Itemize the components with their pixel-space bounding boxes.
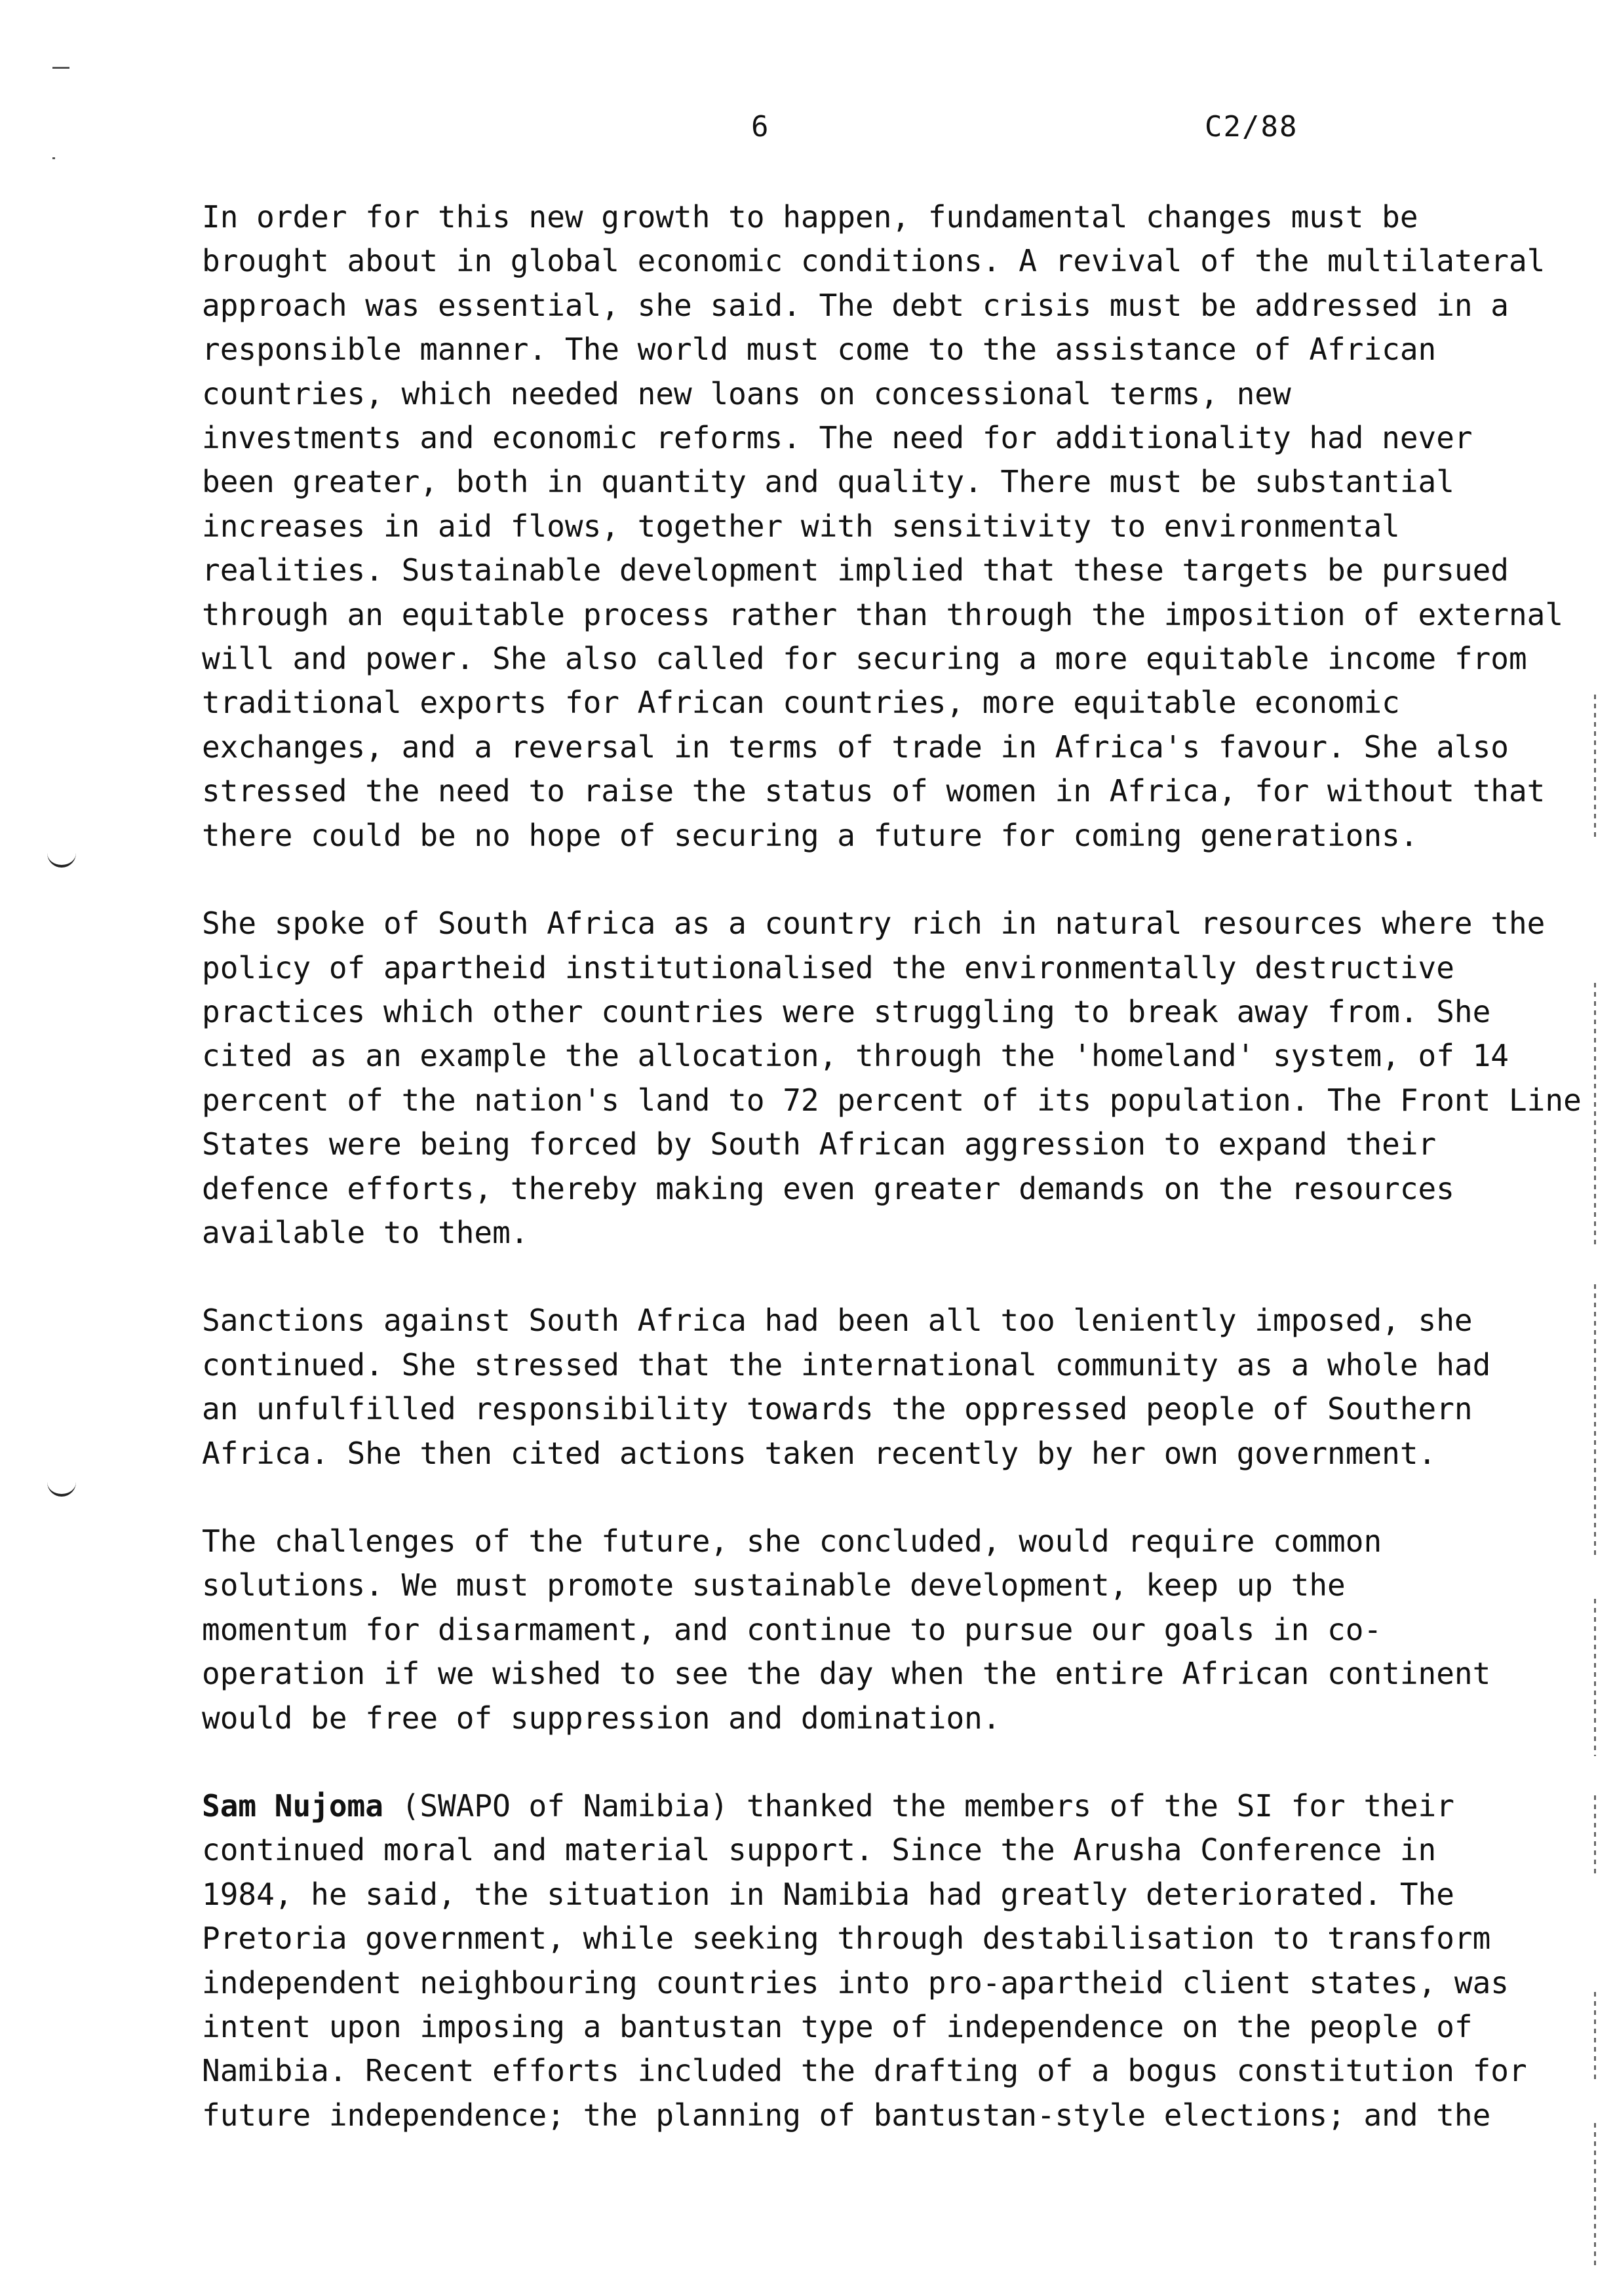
paragraph-line: policy of apartheid institutionalised the environmentally destructive	[202, 949, 1454, 985]
paragraph-line: realities. Sustainable development implied that these targets be pursued	[202, 552, 1509, 588]
margin-dots	[1594, 695, 1596, 839]
page-number: 6	[751, 110, 769, 144]
paragraph-line: an unfulfilled responsibility towards the oppressed people of Southern	[202, 1391, 1473, 1427]
paragraph-line: through an equitable process rather than through the imposition of external	[202, 596, 1564, 632]
paragraph	[202, 1299, 1491, 1476]
paragraph-line: approach was essential, she said. The debt crisis must be addressed in a	[202, 287, 1509, 323]
paragraph-line: would be free of suppression and domination.	[202, 1700, 1001, 1736]
paragraph-line: cited as an example the allocation, through the 'homeland' system, of 14	[202, 1038, 1509, 1074]
paragraph-line: practices which other countries were struggling to break away from. She	[202, 993, 1491, 1029]
scan-mark	[52, 67, 69, 69]
paragraph-line: investments and economic reforms. The need for additionality had never	[202, 420, 1473, 456]
paragraph-line: 1984, he said, the situation in Namibia had greatly deteriorated. The	[202, 1876, 1454, 1912]
paragraph-line: The challenges of the future, she concluded, would require common	[202, 1523, 1382, 1559]
line-text: (SWAPO of Namibia) thanked the members of the SI for their	[383, 1788, 1454, 1824]
paragraph-line: there could be no hope of securing a future for coming generations.	[202, 817, 1418, 853]
paragraph-line: percent of the nation's land to 72 percent of its population. The Front Line	[202, 1082, 1582, 1118]
margin-dots	[1594, 1992, 1596, 2084]
paragraph-line: Sanctions against South Africa had been all too leniently imposed, she	[202, 1303, 1473, 1339]
paragraph-line: brought about in global economic conditions. A revival of the multilateral	[202, 243, 1546, 279]
paragraph-line: momentum for disarmament, and continue to pursue our goals in co-	[202, 1611, 1382, 1647]
paragraph-line: stressed the need to raise the status of women in Africa, for without that	[202, 773, 1546, 809]
paragraph-line: continued moral and material support. Since the Arusha Conference in	[202, 1832, 1437, 1868]
paragraph-line: been greater, both in quantity and quality. There must be substantial	[202, 464, 1454, 500]
margin-dots	[1594, 2123, 1596, 2267]
paragraph	[202, 902, 1582, 1255]
paragraph-line: In order for this new growth to happen, fundamental changes must be	[202, 199, 1418, 235]
paragraph-line: continued. She stressed that the international community as a whole had	[202, 1347, 1491, 1383]
paragraph-line: Africa. She then cited actions taken recently by her own government.	[202, 1435, 1437, 1471]
paragraph-line: operation if we wished to see the day when the entire African continent	[202, 1656, 1491, 1692]
scan-mark	[47, 1482, 76, 1497]
paragraph-line: Pretoria government, while seeking through destabilisation to transform	[202, 1921, 1491, 1957]
margin-dots	[1594, 1795, 1596, 1874]
paragraph-line: exchanges, and a reversal in terms of trade in Africa's favour. She also	[202, 729, 1509, 765]
margin-dots	[1594, 983, 1596, 1245]
paragraph-line: increases in aid flows, together with sensitivity to environmental	[202, 508, 1400, 544]
paragraph-line: Namibia. Recent efforts included the drafting of a bogus constitution for	[202, 2053, 1527, 2089]
paragraph-line: States were being forced by South African aggression to expand their	[202, 1126, 1437, 1162]
document-code: C2/88	[1205, 110, 1298, 144]
paragraph-line: future independence; the planning of bantustan-style elections; and the	[202, 2097, 1491, 2133]
paragraph	[202, 1520, 1491, 1740]
paragraph-line: will and power. She also called for securing a more equitable income from	[202, 641, 1527, 677]
paragraph-line: countries, which needed new loans on concessional terms, new	[202, 375, 1291, 411]
margin-dots	[1594, 1284, 1596, 1559]
paragraph-line: responsible manner. The world must come to the assistance of African	[202, 332, 1437, 368]
paragraph-line: traditional exports for African countries, more equitable economic	[202, 685, 1400, 721]
scan-mark	[47, 853, 76, 868]
paragraph-line: defence efforts, thereby making even greater demands on the resources	[202, 1170, 1454, 1206]
paragraph-line: independent neighbouring countries into pro-apartheid client states, was	[202, 1964, 1509, 2000]
paragraph-line: She spoke of South Africa as a country rich in natural resources where the	[202, 906, 1546, 942]
paragraph-line	[202, 1784, 1454, 1828]
paragraph	[202, 1784, 1527, 2137]
paragraph	[202, 195, 1564, 858]
paragraph-line: available to them.	[202, 1214, 529, 1250]
scan-mark	[52, 157, 55, 159]
speaker-name: Sam Nujoma	[202, 1788, 383, 1824]
paragraph-line: solutions. We must promote sustainable development, keep up the	[202, 1567, 1346, 1603]
document-body	[202, 195, 1582, 2181]
margin-dots	[1594, 1599, 1596, 1756]
paragraph-line: intent upon imposing a bantustan type of independence on the people of	[202, 2009, 1473, 2045]
